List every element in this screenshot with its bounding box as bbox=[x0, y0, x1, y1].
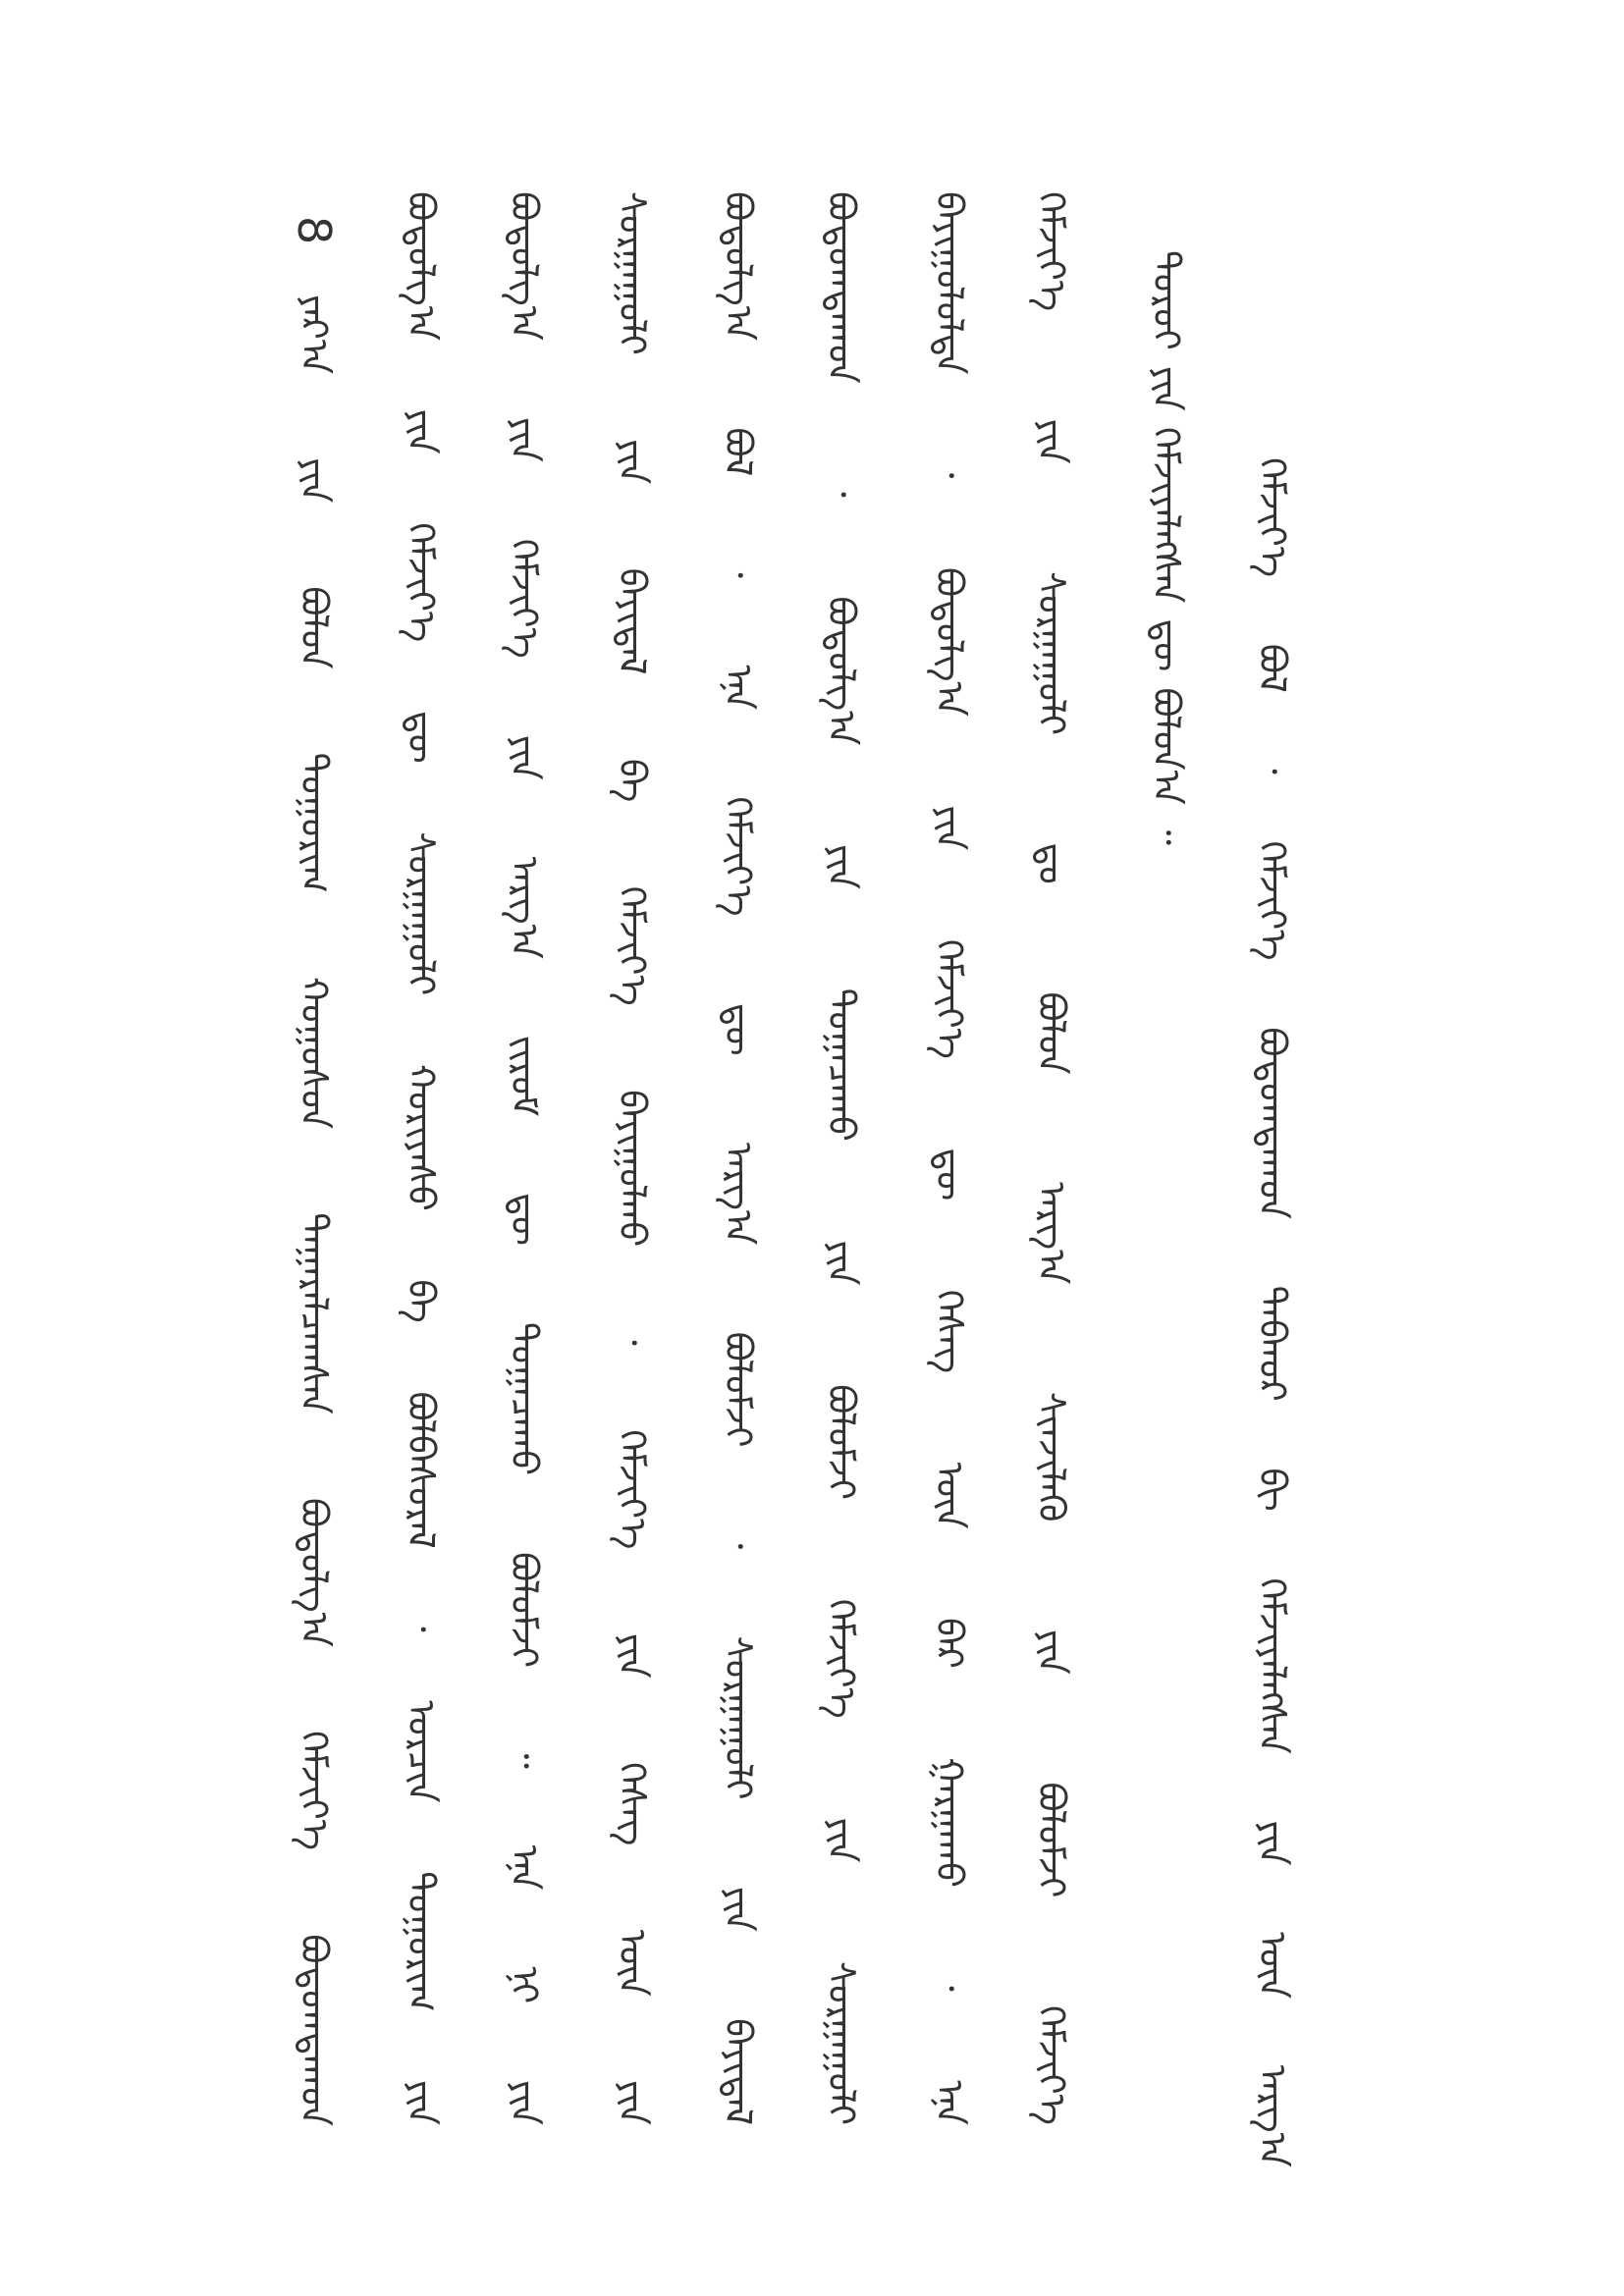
text-column-paragraph-end: ᠳᠣᠷᠣᠢ ᠶᠢᠨ ᠬᠡᠮᠵᠢᠶᠡᠯᠡᠭᠰᠡᠨ ᠳᠦ ᠪᠣᠯᠤᠨ᠎ᠠ ᠃ bbox=[1145, 250, 1188, 845]
text-column: ᠶᠠᠷ᠎ᠠ ᠶᠢᠨ ᠪᠣᠯᠣᠨ ᠲᠣᠭᠣᠷᠢᠭ ᠬᠣᠭᠣᠰᠣᠨ ᠲᠠᠭᠠᠷᠠᠯᠴᠠᠭᠰᠠᠨ ᠪᠣᠳᠣᠯᠭ᠎ᠠ ᠬᠡᠮᠵᠢᠶ᠎ᠡ ᠪᠣᠳᠣᠭᠳᠠᠬᠤᠨ bbox=[293, 294, 336, 2126]
text-column: ᠪᠣᠳᠣᠯᠭ᠎ᠠ ᠪᠣᠯ ᠂ ᠡᠨᠡ ᠬᠡᠮᠵᠢᠶ᠎ᠡ ᠳᠦ ᠠᠷᠭ᠎ᠠ ᠪᠣᠯᠤᠮᠵᠢ ᠂ ᠰᠤᠷᠭᠠᠭᠤᠯᠢ ᠶᠢᠨ ᠪᠠᠶᠢᠳᠠᠯ bbox=[717, 191, 760, 2125]
page-number: 8 bbox=[288, 216, 341, 245]
text-column: ᠪᠣᠳᠣᠯᠭ᠎ᠠ ᠶᠢᠨ ᠬᠡᠮᠵᠢᠶ᠎ᠡ ᠶᠢᠨ ᠠᠷᠭ᠎ᠠ ᠵᠢᠷᠤᠮ ᠳᠦ ᠲᠣᠭᠠᠴᠠᠬᠤ ᠪᠣᠯᠤᠮᠵᠢ ᠃ ᠡᠨᠡ ᠨᠢ ᠶᠢᠨ bbox=[503, 191, 546, 2125]
text-column: ᠬᠡᠮᠵᠢᠶ᠎ᠡ ᠶᠢᠨ ᠰᠤᠷᠭᠠᠭᠤᠯᠢ ᠳᠤ ᠪᠣᠯᠣᠨ ᠠᠷᠭ᠎ᠠ ᠰᠢᠨᠵᠢᠯᠡᠬᠦ ᠶᠢᠨ ᠪᠣᠯᠤᠮᠵᠢ ᠬᠡᠮᠵᠢᠶ᠎ᠡ bbox=[1030, 191, 1073, 2125]
text-column: ᠪᠣᠳᠣᠯᠭ᠎ᠠ ᠶᠢᠨ ᠬᠡᠮᠵᠢᠶ᠎ᠡ ᠳᠦ ᠰᠤᠷᠭᠠᠭᠤᠯᠢ ᠬᠣᠷᠢᠶᠠᠰᠤ ᠪᠠ ᠪᠣᠯᠪᠠᠰᠤᠷᠠᠯ ᠂ ᠣᠷᠴᠢᠨ ᠲᠣᠭᠣᠷᠢᠭ ᠶᠢᠨ bbox=[400, 191, 443, 2125]
text-column-paragraph-start: ᠬᠡᠮᠵᠢᠶ᠎ᠡ ᠪᠣᠯ ᠂ ᠬᠡᠮᠵᠢᠶ᠎ᠡ ᠪᠣᠳᠣᠭᠳᠠᠬᠤᠨ ᠳᠠᠪᠬᠤᠷ ᠪᠢ ᠬᠡᠮᠵᠢᠶᠡᠯᠡᠭᠰᠡᠨ ᠶᠢᠨ ᠦᠨ ᠠᠷᠭ᠎ᠠ bbox=[1251, 457, 1294, 2167]
text-column: ᠪᠣᠳᠣᠭᠳᠠᠬᠤᠨ ᠂ ᠪᠣᠳᠣᠯᠭ᠎ᠠ ᠶᠢᠨ ᠲᠣᠭᠠᠴᠠᠬᠤ ᠶᠢᠨ ᠪᠣᠯᠤᠮᠵᠢ ᠬᠡᠮᠵᠢᠶ᠎ᠡ ᠶᠢᠨ ᠰᠤᠷᠭᠠᠭᠤᠯᠢ bbox=[820, 191, 863, 2125]
text-column: ᠪᠠᠶᠢᠭᠤᠯᠤᠯᠲᠠ ᠂ ᠪᠣᠳᠣᠯᠭ᠎ᠠ ᠶᠢᠨ ᠬᠡᠮᠵᠢᠶ᠎ᠡ ᠳᠦ ᠬᠡᠰᠡᠭ ᠦᠨ ᠪᠡᠷ ᠭᠠᠷᠭᠠᠬᠤ ᠂ ᠡᠨᠡ bbox=[928, 191, 971, 2125]
text-column: ᠰᠤᠷᠭᠠᠭᠤᠯᠢ ᠶᠢᠨ ᠪᠠᠶᠢᠳᠠᠯ ᠪᠠ ᠬᠡᠮᠵᠢᠶ᠎ᠡ ᠪᠠᠶᠢᠭᠤᠯᠬᠤ ᠂ ᠬᠡᠮᠵᠢᠶ᠎ᠡ ᠶᠢᠨ ᠬᠡᠰᠡᠭ ᠦᠨ ᠶᠢᠨ bbox=[611, 191, 654, 2125]
